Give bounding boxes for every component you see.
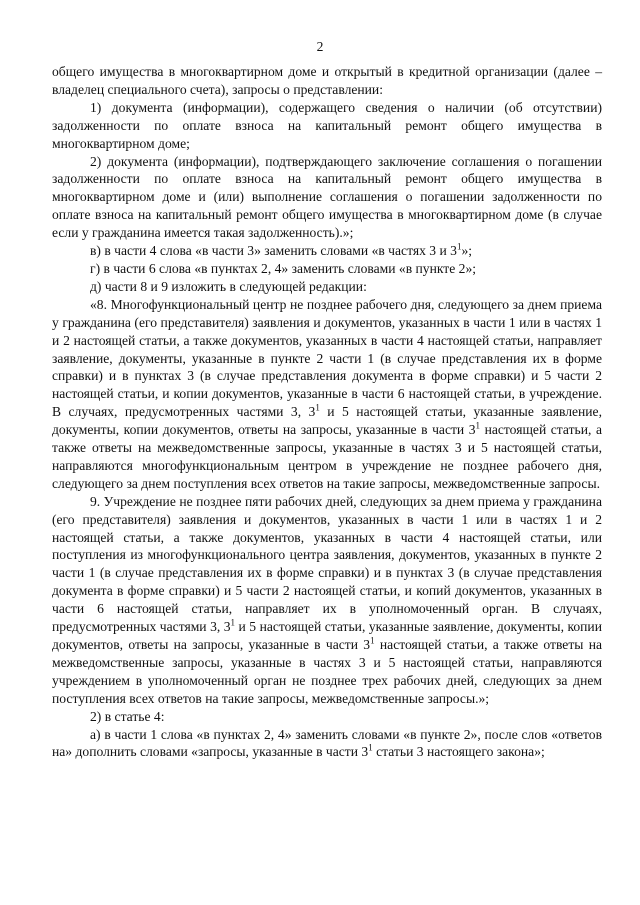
text-segment: а) в части 1 слова «в пунктах 2, 4» заменить словами «в пункте 2», после слов «ответов на» дополнить словами «запросы, указанные в части 3 bbox=[52, 726, 602, 760]
superscript: 1 bbox=[315, 402, 320, 413]
text-segment: 2) в статье 4: bbox=[90, 708, 165, 724]
paragraph-p1 bbox=[52, 99, 602, 153]
paragraph-p3 bbox=[52, 242, 602, 260]
text-segment: настоящей статьи, а также ответы на межведомственные запросы, указанные в частях 3 и 5 настоящей статьи, направляются учреждением в уполномоченный орган не позднее трех рабочих дней, следующих за днем поступления всех ответов на такие запросы, межведомственные запросы.»; bbox=[52, 637, 602, 706]
page-number: 2 bbox=[316, 39, 324, 54]
paragraph-p7 bbox=[52, 493, 602, 708]
paragraph-p6 bbox=[52, 296, 602, 493]
paragraph-p8 bbox=[52, 708, 602, 726]
superscript: 1 bbox=[368, 742, 373, 753]
text-segment: 2) документа (информации), подтверждающего заключение соглашения о погашении задолженности по оплате взноса на капитальный ремонт общего имущества в многоквартирном доме и (или) выполнение соглашения о погашении задолженности по оплате взноса на капитальный ремонт общего имущества в многоквартирном доме (в случае если у гражданина имеется такая задолженность).»; bbox=[52, 153, 602, 241]
text-segment: и 5 настоящей статьи, указанные заявление, документы, копии документов, ответы на запросы, указанные в части 3 bbox=[52, 619, 602, 652]
superscript: 1 bbox=[475, 420, 481, 431]
text-segment: 9. Учреждение не позднее пяти рабочих дней, следующих за днем приема у гражданина (его представителя) заявления и документов, указанных в части 1 или в частях 1 и 2 настоящей статьи, а также документов, указанных в части 4 настоящей статьи, или поступления из многофункционального центра заявления, документов, указанных в пункте 2 части 1 (в случае представления их в форме справки) и в пунктах 3 (в случае представления документа в форме справки) и 5 части 2 настоящей статьи, и копий документов, указанных в части 6 настоящей статьи, направляет их в уполномоченный орган. В случаях, предусмотренных частями 3, 3 bbox=[52, 493, 602, 635]
text-segment: в) в части 4 слова «в части 3» заменить словами «в частях 3 и 3 bbox=[90, 243, 457, 259]
paragraph-p2 bbox=[52, 153, 602, 243]
body-text bbox=[52, 63, 602, 761]
text-segment: д) части 8 и 9 изложить в следующей редакции: bbox=[90, 278, 367, 294]
text-segment: статьи 3 настоящего закона»; bbox=[372, 744, 545, 760]
text-segment: «8. Многофункциональный центр не позднее рабочего дня, следующего за днем приема у гражданина (его представителя) заявления и документов, указанных в части 1 или в частях 1 и 2 настоящей статьи, а также документов, указанных в части 4 настоящей статьи, направляет заявление, документы, указанные в пункте 2 части 1 (в случае представления их в форме справки) и в пунктах 3 (в случае представления документа в форме справки) и 5 части 2 настоящей статьи, и копии документов, указанные в части 6 настоящей статьи, в учреждение. В случаях, предусмотренных частями 3, 3 bbox=[52, 296, 602, 420]
text-segment: общего имущества в многоквартирном доме и открытый в кредитной организации (далее – владелец специального счета), запросы о представлении: bbox=[52, 64, 602, 97]
text-segment: г) в части 6 слова «в пунктах 2, 4» заменить словами «в пункте 2»; bbox=[90, 260, 477, 276]
superscript: 1 bbox=[456, 241, 462, 252]
text-segment: и 5 настоящей статьи, указанные заявление, документы, копии документов, ответы на запросы, указанные в части 3 bbox=[52, 404, 602, 438]
paragraph-p4 bbox=[52, 260, 602, 278]
text-segment: настоящей статьи, а также ответы на межведомственные запросы, указанные в частях 3 и 5 настоящей статьи, направляются многофункциональным центром в учреждение не позднее рабочего дня, следующего за днем поступления всех ответов на такие запросы, межведомственные запросы. bbox=[52, 422, 602, 491]
paragraph-p0 bbox=[52, 63, 602, 99]
text-segment: »; bbox=[461, 243, 473, 259]
superscript: 1 bbox=[370, 635, 375, 646]
superscript: 1 bbox=[230, 617, 236, 628]
text-segment: 1) документа (информации), содержащего сведения о наличии (об отсутствии) задолженности по оплате взноса на капитальный ремонт общего имущества в многоквартирном доме; bbox=[52, 99, 602, 151]
paragraph-p5 bbox=[52, 278, 602, 296]
paragraph-p9 bbox=[52, 726, 602, 762]
